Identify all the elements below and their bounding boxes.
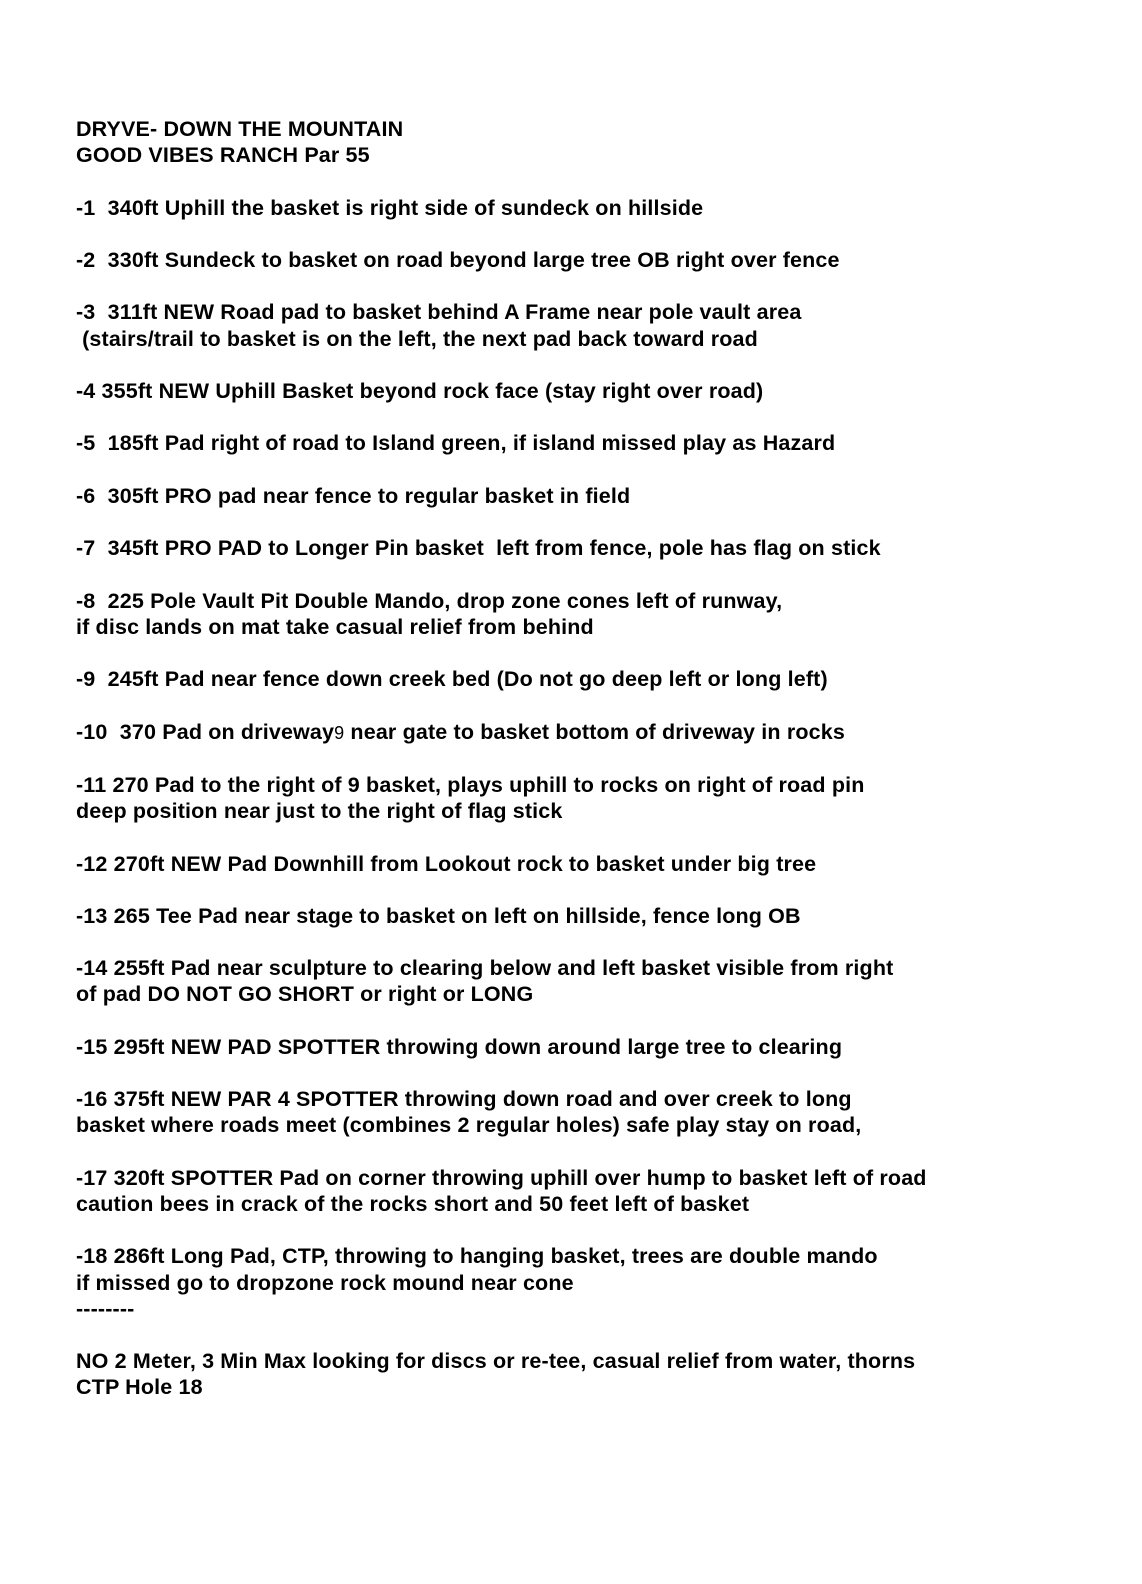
hole-line: -18 286ft Long Pad, CTP, throwing to hanging basket, trees are double mando [76,1244,878,1269]
hole-15 [76,1034,1106,1060]
hole-line: -7 345ft PRO PAD to Longer Pin basket left from fence, pole has flag on stick [76,536,881,561]
hole-12 [76,851,1106,877]
hole-line [76,719,1106,746]
hole-18 [76,1243,1106,1295]
document-title: DRYVE- DOWN THE MOUNTAIN [76,117,404,141]
divider-text: -------- [76,1296,135,1321]
hole-line: -2 330ft Sundeck to basket on road beyond large tree OB right over fence [76,247,840,272]
hole-11 [76,772,1106,824]
notes-line: CTP Hole 18 [76,1375,203,1400]
divider [76,1296,1106,1322]
hole-line: basket where roads meet (combines 2 regular holes) safe play stay on road, [76,1113,862,1138]
hole-line: -14 255ft Pad near sculpture to clearing below and left basket visible from right [76,956,894,981]
hole-line: caution bees in crack of the rocks short and 50 feet left of basket [76,1192,750,1217]
hole-line: -17 320ft SPOTTER Pad on corner throwing uphill over hump to basket left of road [76,1165,927,1190]
hole-1 [76,195,1106,221]
hole-line: -4 355ft NEW Uphill Basket beyond rock face (stay right over road) [76,378,764,403]
hole-5 [76,430,1106,456]
hole-2 [76,247,1106,273]
hole-8 [76,588,1106,640]
hole-line: -15 295ft NEW PAD SPOTTER throwing down around large tree to clearing [76,1034,843,1059]
hole-line: -11 270 Pad to the right of 9 basket, plays uphill to rocks on right of road pin [76,772,865,797]
course-document [76,116,1106,1401]
hole-line: of pad DO NOT GO SHORT or right or LONG [76,982,534,1007]
hole-9 [76,666,1106,692]
hole-line: -9 245ft Pad near fence down creek bed (Do not go deep left or long left) [76,667,828,692]
hole-7 [76,535,1106,561]
hole-line: -13 265 Tee Pad near stage to basket on left on hillside, fence long OB [76,903,801,928]
document-header [76,116,1106,168]
hole-line: -16 375ft NEW PAR 4 SPOTTER throwing down road and over creek to long [76,1087,852,1112]
hole-line: -8 225 Pole Vault Pit Double Mando, drop zone cones left of runway, [76,588,783,613]
hole-line: if disc lands on mat take casual relief from behind [76,614,594,639]
hole-10 [76,719,1106,746]
hole-line: if missed go to dropzone rock mound near cone [76,1270,574,1295]
hole-line-small-digit: 9 [334,722,345,743]
hole-line-part: -10 370 Pad on driveway [76,719,335,744]
hole-6 [76,483,1106,509]
hole-13 [76,903,1106,929]
document-subtitle: GOOD VIBES RANCH Par 55 [76,143,370,168]
hole-line: -1 340ft Uphill the basket is right side of sundeck on hillside [76,195,704,220]
hole-line: deep position near just to the right of flag stick [76,799,563,824]
hole-line: (stairs/trail to basket is on the left, the next pad back toward road [76,326,758,351]
hole-17 [76,1165,1106,1217]
hole-14 [76,955,1106,1007]
rules-notes [76,1348,1106,1400]
hole-line: -5 185ft Pad right of road to Island green, if island missed play as Hazard [76,431,836,456]
hole-4 [76,378,1106,404]
hole-line-part: near gate to basket bottom of driveway in rocks [344,719,845,744]
hole-line: -6 305ft PRO pad near fence to regular basket in field [76,483,631,508]
hole-16 [76,1086,1106,1138]
hole-line: -3 311ft NEW Road pad to basket behind A Frame near pole vault area [76,300,802,325]
notes-line: NO 2 Meter, 3 Min Max looking for discs or re-tee, casual relief from water, thorns [76,1349,916,1374]
hole-line: -12 270ft NEW Pad Downhill from Lookout rock to basket under big tree [76,851,817,876]
hole-3 [76,299,1106,351]
